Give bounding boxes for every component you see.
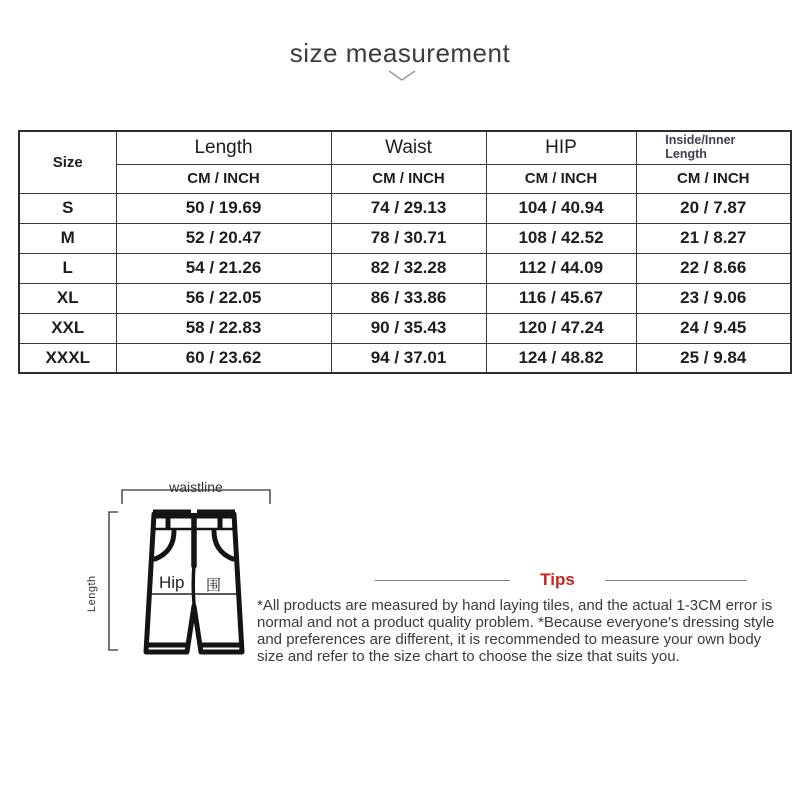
page-title: size measurement [289, 38, 511, 68]
hip-label: Hip [159, 573, 185, 592]
waist-cell: 78 / 30.71 [331, 223, 486, 253]
inner-length-cell: 21 / 8.27 [636, 223, 791, 253]
unit-header-inner-length: CM / INCH [636, 164, 791, 193]
column-header-length: Length [116, 131, 331, 164]
table-row [19, 193, 791, 223]
size-cell: L [19, 253, 116, 283]
unit-header-waist: CM / INCH [331, 164, 486, 193]
length-cell: 50 / 19.69 [116, 193, 331, 223]
waistline-label: waistline [169, 479, 223, 495]
size-cell: XXL [19, 313, 116, 343]
inner-length-cell: 23 / 9.06 [636, 283, 791, 313]
size-cell: XXXL [19, 343, 116, 373]
waist-cell: 82 / 32.28 [331, 253, 486, 283]
hip-cell: 108 / 42.52 [486, 223, 636, 253]
length-cell: 56 / 22.05 [116, 283, 331, 313]
hip-cell: 120 / 47.24 [486, 313, 636, 343]
tips-heading: Tips [540, 570, 575, 589]
waist-cell: 74 / 29.13 [331, 193, 486, 223]
waist-cell: 90 / 35.43 [331, 313, 486, 343]
table-row [19, 283, 791, 313]
length-cell: 60 / 23.62 [116, 343, 331, 373]
inner-length-cell: 20 / 7.87 [636, 193, 791, 223]
hip-cell: 116 / 45.67 [486, 283, 636, 313]
size-cell: S [19, 193, 116, 223]
size-table [18, 130, 792, 374]
tips-header [375, 570, 747, 590]
hip-cell: 104 / 40.94 [486, 193, 636, 223]
table-row [19, 253, 791, 283]
table-row [19, 223, 791, 253]
shorts-outline-icon [138, 506, 250, 660]
length-cell: 52 / 20.47 [116, 223, 331, 253]
unit-header-hip: CM / INCH [486, 164, 636, 193]
inner-length-cell: 25 / 9.84 [636, 343, 791, 373]
length-label: Length [86, 575, 98, 612]
column-header-hip: HIP [486, 131, 636, 164]
inner-length-cell: 24 / 9.45 [636, 313, 791, 343]
column-header-waist: Waist [331, 131, 486, 164]
hip-cell: 124 / 48.82 [486, 343, 636, 373]
waist-cell: 94 / 37.01 [331, 343, 486, 373]
size-cell: XL [19, 283, 116, 313]
column-header-inner-length: Inside/Inner Length [636, 131, 791, 164]
length-cell: 54 / 21.26 [116, 253, 331, 283]
length-cell: 58 / 22.83 [116, 313, 331, 343]
column-header-size: Size [19, 131, 116, 193]
waist-cell: 86 / 33.86 [331, 283, 486, 313]
hip-cell: 112 / 44.09 [486, 253, 636, 283]
unit-header-length: CM / INCH [116, 164, 331, 193]
table-row [19, 313, 791, 343]
tips-body: *All products are measured by hand laying tiles, and the actual 1-3CM error is normal and not a product quality problem. *Because everyone's dressing style and preferences are different, it is recommended to measure your own body size and refer to the size chart to choose the size that suits you. [257, 597, 775, 665]
table-row [19, 343, 791, 373]
chevron-down-icon [388, 70, 416, 82]
inner-length-cell: 22 / 8.66 [636, 253, 791, 283]
size-cell: M [19, 223, 116, 253]
hip-circumference-label: 围 [206, 577, 222, 594]
length-bracket [104, 510, 120, 652]
tips-divider-left [375, 580, 510, 581]
tips-divider-right [605, 580, 747, 581]
